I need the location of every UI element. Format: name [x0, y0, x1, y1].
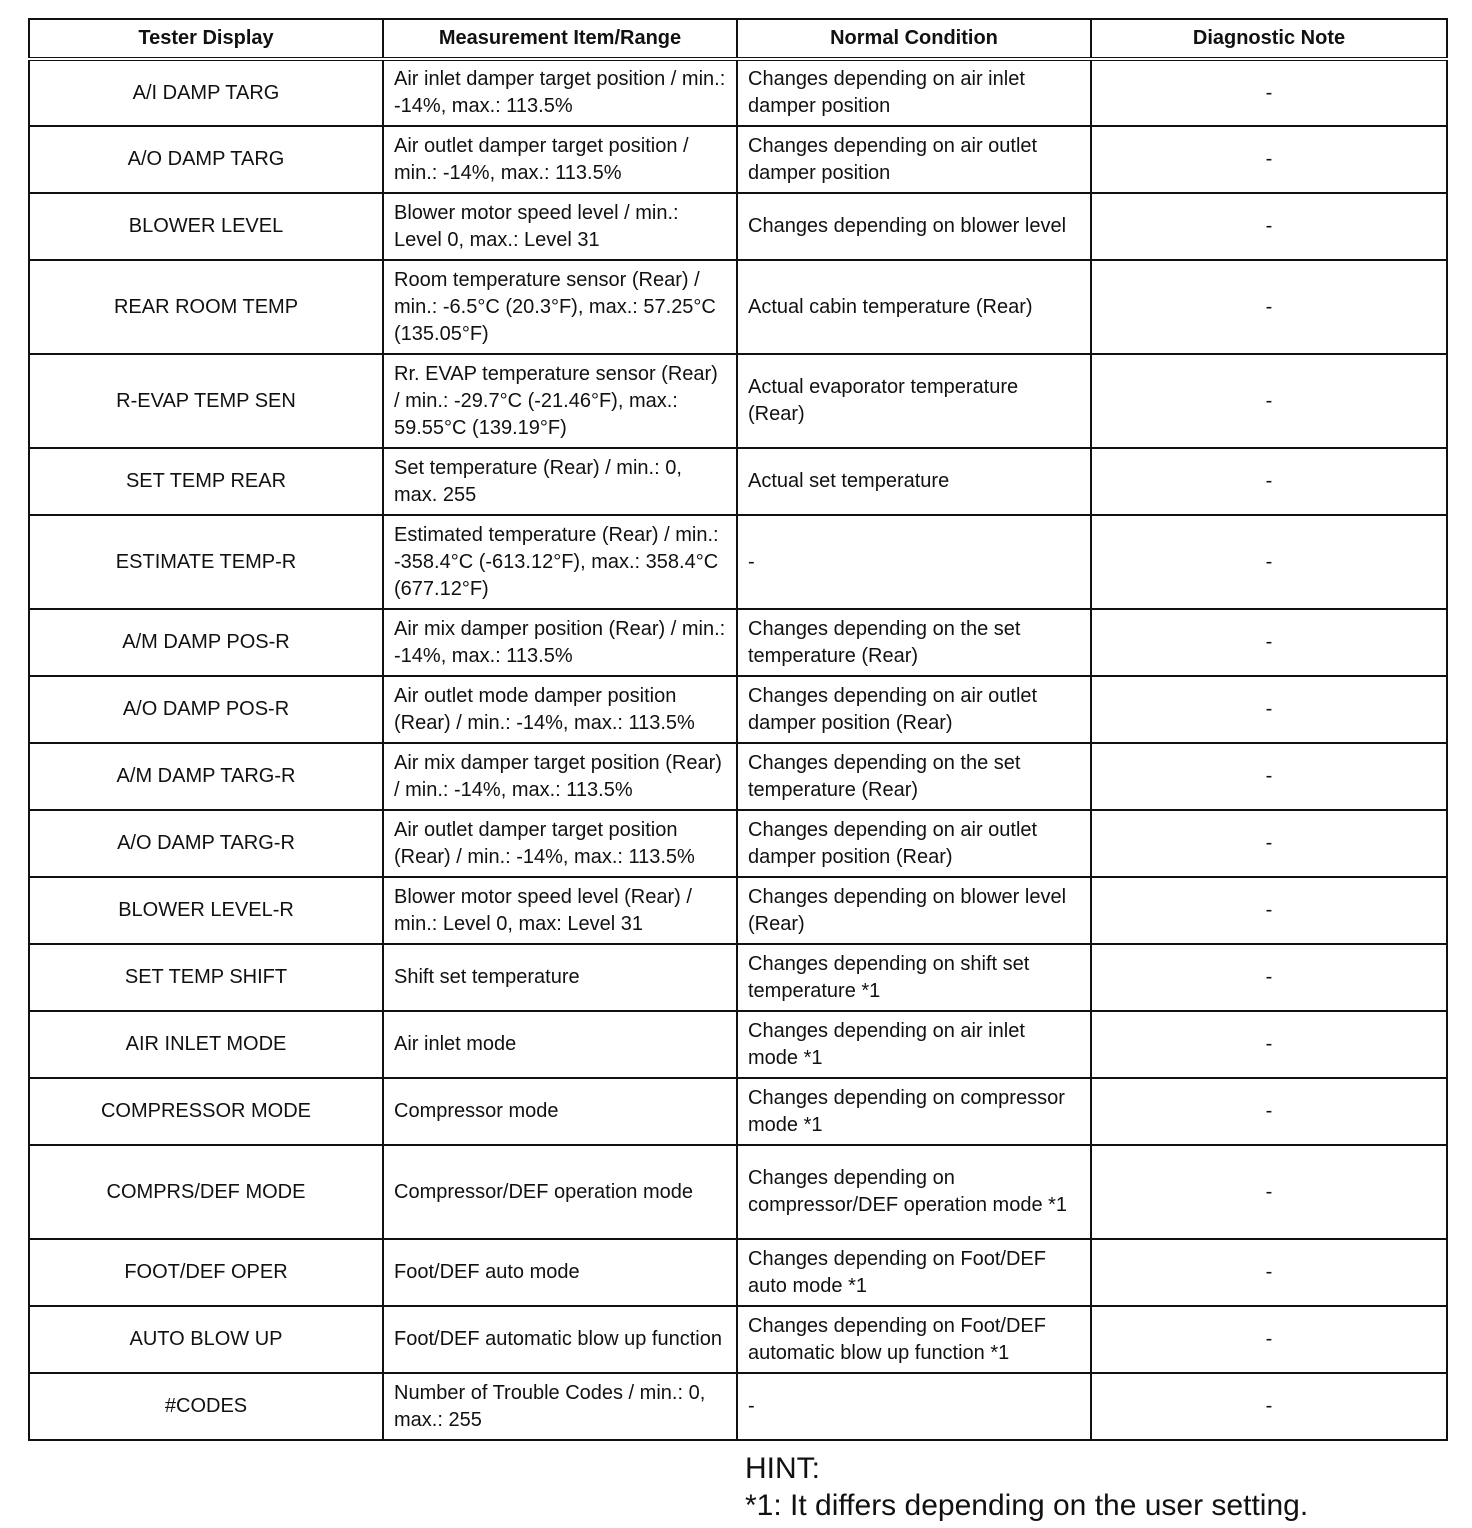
table-row: [29, 260, 1447, 354]
cell-tester-display: A/M DAMP TARG-R: [29, 743, 383, 810]
cell-tester-display: A/M DAMP POS-R: [29, 609, 383, 676]
cell-tester-display: REAR ROOM TEMP: [29, 260, 383, 354]
cell-diagnostic-note: -: [1091, 810, 1447, 877]
cell-normal-condition: Changes depending on air outlet damper position: [737, 126, 1091, 193]
cell-normal-condition: Changes depending on Foot/DEF auto mode *1: [737, 1239, 1091, 1306]
cell-normal-condition: Changes depending on air outlet damper position (Rear): [737, 810, 1091, 877]
table-row: [29, 609, 1447, 676]
table-row: [29, 743, 1447, 810]
table-row: [29, 193, 1447, 260]
table-row: [29, 877, 1447, 944]
cell-normal-condition: Changes depending on compressor/DEF operation mode *1: [737, 1145, 1091, 1239]
cell-diagnostic-note: -: [1091, 877, 1447, 944]
cell-diagnostic-note: -: [1091, 944, 1447, 1011]
cell-normal-condition: Changes depending on compressor mode *1: [737, 1078, 1091, 1145]
cell-measurement-item: Set temperature (Rear) / min.: 0, max. 255: [383, 448, 737, 515]
cell-tester-display: SET TEMP SHIFT: [29, 944, 383, 1011]
cell-diagnostic-note: -: [1091, 193, 1447, 260]
header-diagnostic-note: Diagnostic Note: [1091, 19, 1447, 59]
cell-diagnostic-note: -: [1091, 260, 1447, 354]
cell-measurement-item: Compressor mode: [383, 1078, 737, 1145]
cell-tester-display: A/O DAMP POS-R: [29, 676, 383, 743]
cell-measurement-item: Foot/DEF automatic blow up function: [383, 1306, 737, 1373]
cell-tester-display: A/I DAMP TARG: [29, 59, 383, 126]
table-body: [29, 59, 1447, 1440]
cell-diagnostic-note: -: [1091, 1306, 1447, 1373]
cell-normal-condition: Changes depending on the set temperature (Rear): [737, 743, 1091, 810]
cell-normal-condition: Changes depending on blower level (Rear): [737, 877, 1091, 944]
table-row: [29, 810, 1447, 877]
cell-tester-display: COMPRS/DEF MODE: [29, 1145, 383, 1239]
cell-normal-condition: Changes depending on Foot/DEF automatic blow up function *1: [737, 1306, 1091, 1373]
cell-normal-condition: Changes depending on shift set temperature *1: [737, 944, 1091, 1011]
cell-tester-display: BLOWER LEVEL: [29, 193, 383, 260]
table-row: [29, 676, 1447, 743]
header-row: [29, 19, 1447, 59]
table-row: [29, 515, 1447, 609]
cell-tester-display: FOOT/DEF OPER: [29, 1239, 383, 1306]
cell-measurement-item: Blower motor speed level / min.: Level 0, max.: Level 31: [383, 193, 737, 260]
hint-text: *1: It differs depending on the user setting.: [745, 1489, 1309, 1522]
table-row: [29, 448, 1447, 515]
cell-tester-display: R-EVAP TEMP SEN: [29, 354, 383, 448]
cell-tester-display: AUTO BLOW UP: [29, 1306, 383, 1373]
cell-normal-condition: Changes depending on the set temperature (Rear): [737, 609, 1091, 676]
cell-tester-display: COMPRESSOR MODE: [29, 1078, 383, 1145]
cell-measurement-item: Air mix damper position (Rear) / min.: -14%, max.: 113.5%: [383, 609, 737, 676]
cell-tester-display: ESTIMATE TEMP-R: [29, 515, 383, 609]
table-row: [29, 1011, 1447, 1078]
cell-measurement-item: Air outlet damper target position / min.: -14%, max.: 113.5%: [383, 126, 737, 193]
cell-diagnostic-note: -: [1091, 354, 1447, 448]
table-row: [29, 354, 1447, 448]
table-row: [29, 1145, 1447, 1239]
cell-diagnostic-note: -: [1091, 448, 1447, 515]
cell-diagnostic-note: -: [1091, 676, 1447, 743]
data-list-table: [28, 18, 1448, 1441]
cell-normal-condition: Changes depending on blower level: [737, 193, 1091, 260]
cell-measurement-item: Shift set temperature: [383, 944, 737, 1011]
cell-normal-condition: Actual set temperature: [737, 448, 1091, 515]
cell-normal-condition: Actual cabin temperature (Rear): [737, 260, 1091, 354]
cell-tester-display: BLOWER LEVEL-R: [29, 877, 383, 944]
cell-measurement-item: Blower motor speed level (Rear) / min.: Level 0, max: Level 31: [383, 877, 737, 944]
table-row: [29, 126, 1447, 193]
table-row: [29, 1373, 1447, 1440]
cell-measurement-item: Room temperature sensor (Rear) / min.: -6.5°C (20.3°F), max.: 57.25°C (135.05°F): [383, 260, 737, 354]
table-row: [29, 1078, 1447, 1145]
header-tester-display: Tester Display: [29, 19, 383, 59]
table-row: [29, 1239, 1447, 1306]
cell-diagnostic-note: -: [1091, 743, 1447, 810]
cell-measurement-item: Estimated temperature (Rear) / min.: -358.4°C (-613.12°F), max.: 358.4°C (677.12°F): [383, 515, 737, 609]
cell-diagnostic-note: -: [1091, 609, 1447, 676]
cell-measurement-item: Air mix damper target position (Rear) / min.: -14%, max.: 113.5%: [383, 743, 737, 810]
hint-block: [745, 1450, 1308, 1524]
cell-measurement-item: Number of Trouble Codes / min.: 0, max.: 255: [383, 1373, 737, 1440]
cell-diagnostic-note: -: [1091, 59, 1447, 126]
cell-diagnostic-note: -: [1091, 1145, 1447, 1239]
cell-tester-display: AIR INLET MODE: [29, 1011, 383, 1078]
table-row: [29, 59, 1447, 126]
cell-normal-condition: Changes depending on air inlet damper position: [737, 59, 1091, 126]
cell-diagnostic-note: -: [1091, 515, 1447, 609]
cell-normal-condition: Changes depending on air inlet mode *1: [737, 1011, 1091, 1078]
cell-measurement-item: Air outlet damper target position (Rear) / min.: -14%, max.: 113.5%: [383, 810, 737, 877]
cell-measurement-item: Foot/DEF auto mode: [383, 1239, 737, 1306]
cell-tester-display: SET TEMP REAR: [29, 448, 383, 515]
cell-diagnostic-note: -: [1091, 1239, 1447, 1306]
table-row: [29, 1306, 1447, 1373]
cell-measurement-item: Rr. EVAP temperature sensor (Rear) / min.: -29.7°C (-21.46°F), max.: 59.55°C (139.19°F): [383, 354, 737, 448]
cell-measurement-item: Air inlet damper target position / min.: -14%, max.: 113.5%: [383, 59, 737, 126]
cell-diagnostic-note: -: [1091, 1373, 1447, 1440]
cell-measurement-item: Air inlet mode: [383, 1011, 737, 1078]
cell-normal-condition: Changes depending on air outlet damper position (Rear): [737, 676, 1091, 743]
cell-normal-condition: Actual evaporator temperature (Rear): [737, 354, 1091, 448]
cell-normal-condition: -: [737, 1373, 1091, 1440]
table-row: [29, 944, 1447, 1011]
table-header: [29, 19, 1447, 59]
cell-diagnostic-note: -: [1091, 1078, 1447, 1145]
cell-measurement-item: Air outlet mode damper position (Rear) / min.: -14%, max.: 113.5%: [383, 676, 737, 743]
cell-tester-display: #CODES: [29, 1373, 383, 1440]
cell-tester-display: A/O DAMP TARG: [29, 126, 383, 193]
header-measurement-item: Measurement Item/Range: [383, 19, 737, 59]
cell-diagnostic-note: -: [1091, 126, 1447, 193]
cell-diagnostic-note: -: [1091, 1011, 1447, 1078]
cell-normal-condition: -: [737, 515, 1091, 609]
cell-tester-display: A/O DAMP TARG-R: [29, 810, 383, 877]
cell-measurement-item: Compressor/DEF operation mode: [383, 1145, 737, 1239]
header-normal-condition: Normal Condition: [737, 19, 1091, 59]
hint-label: HINT:: [745, 1452, 820, 1485]
